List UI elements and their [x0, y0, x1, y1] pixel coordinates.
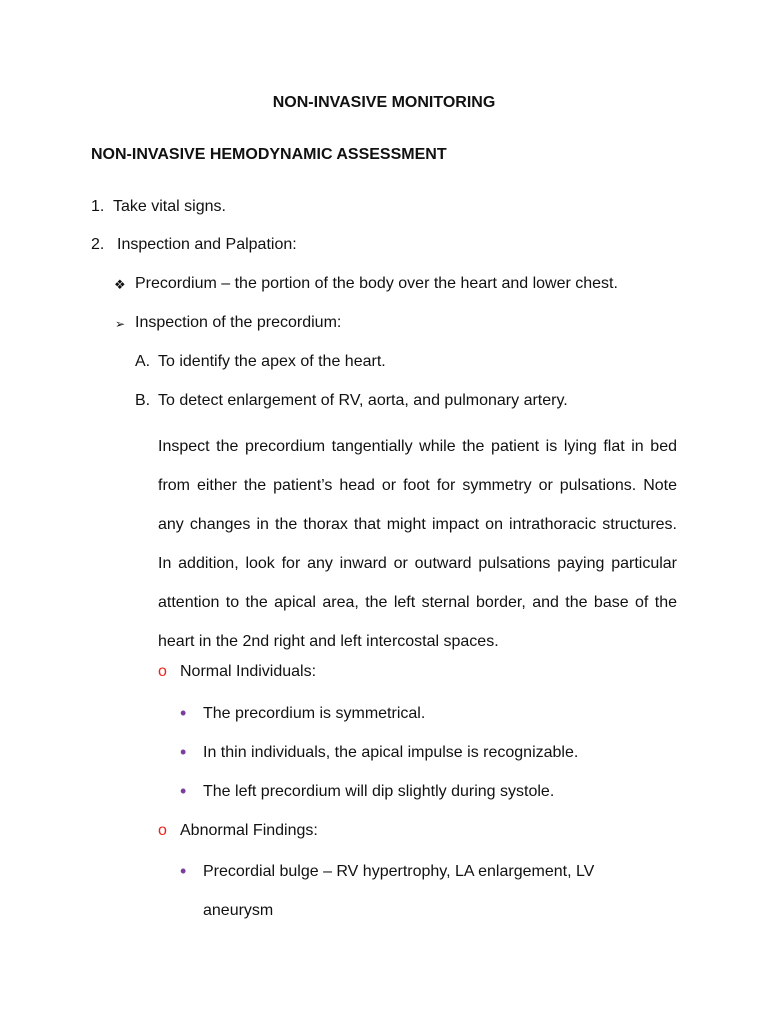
- list-text: Precordium – the portion of the body over the heart and lower chest.: [135, 275, 618, 292]
- list-text: Take vital signs.: [113, 198, 226, 215]
- list-number: 1.: [91, 198, 105, 215]
- subsection-label: Normal Individuals:: [180, 663, 317, 680]
- dot-bullet-icon: •: [180, 861, 187, 881]
- list-text: Inspection and Palpation:: [117, 236, 297, 253]
- dot-bullet-icon: •: [180, 781, 187, 801]
- arrow-bullet-icon: ➢: [115, 317, 126, 331]
- list-item-continuation: aneurysm: [203, 902, 274, 919]
- list-item: Precordial bulge – RV hypertrophy, LA enlargement, LV: [203, 863, 595, 880]
- circle-bullet-icon: o: [158, 663, 167, 680]
- list-text: To identify the apex of the heart.: [158, 353, 386, 370]
- list-item: In thin individuals, the apical impulse is recognizable.: [203, 744, 579, 761]
- list-letter: B.: [135, 392, 151, 409]
- list-item: The precordium is symmetrical.: [203, 705, 426, 722]
- list-item: The left precordium will dip slightly during systole.: [203, 783, 555, 800]
- document-title: NON-INVASIVE MONITORING: [272, 94, 496, 111]
- list-text: To detect enlargement of RV, aorta, and pulmonary artery.: [158, 392, 568, 409]
- list-text: Inspection of the precordium:: [135, 314, 342, 331]
- list-letter: A.: [135, 353, 151, 370]
- circle-bullet-icon: o: [158, 822, 167, 839]
- body-paragraph: Inspect the precordium tangentially while the patient is lying flat in bed from either the patient’s head or foot for symmetry or pulsations. Note any changes in the thorax that might impact on intrathoracic structures. In addition, look for any inward or outward pulsations paying particular attention to the apical area, the left sternal border, and the base of the heart in the 2nd right and left intercostal spaces.: [158, 438, 677, 650]
- list-number: 2.: [91, 236, 105, 253]
- dot-bullet-icon: •: [180, 742, 187, 762]
- diamond-bullet-icon: ❖: [114, 277, 126, 292]
- dot-bullet-icon: •: [180, 703, 187, 723]
- subsection-label: Abnormal Findings:: [180, 822, 318, 839]
- section-heading: NON-INVASIVE HEMODYNAMIC ASSESSMENT: [91, 146, 447, 163]
